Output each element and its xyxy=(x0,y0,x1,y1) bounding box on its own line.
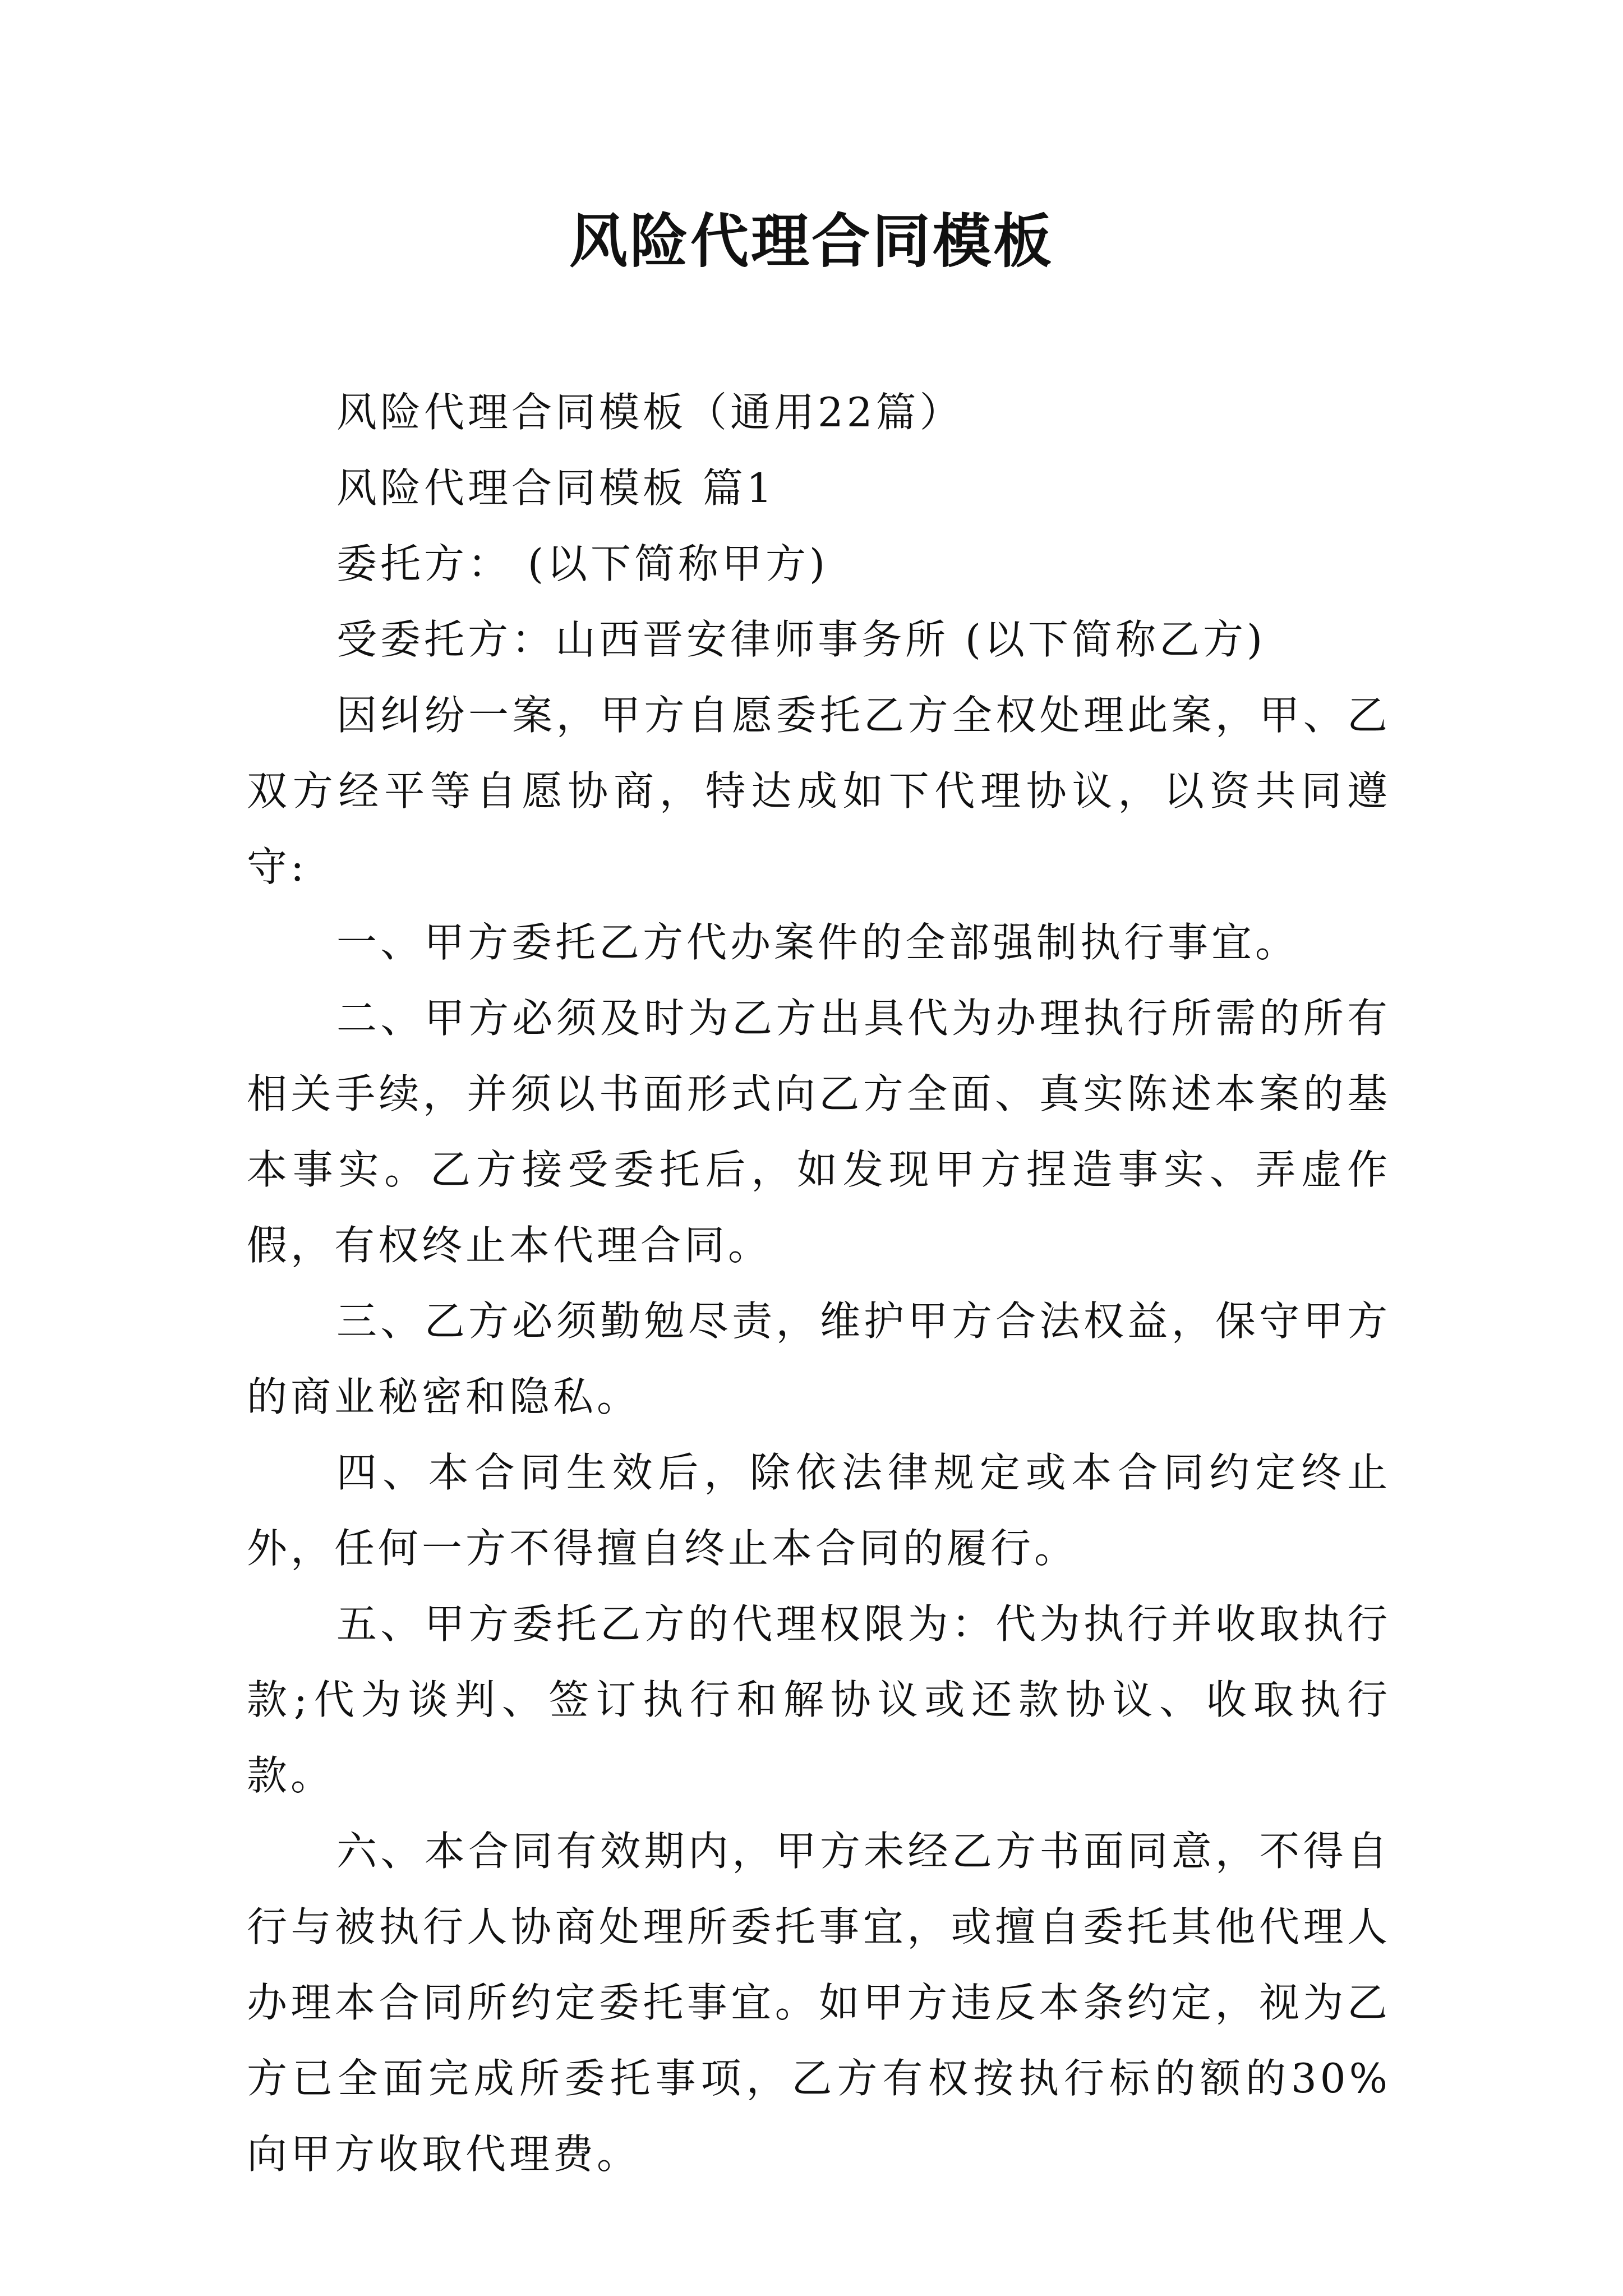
paragraph-clause-5: 五、甲方委托乙方的代理权限为：代为执行并收取执行款;代为谈判、签订执行和解协议或还款协议、收取执行款。 xyxy=(247,1600,1391,1799)
paragraph-preamble: 因纠纷一案，甲方自愿委托乙方全权处理此案，甲、乙双方经平等自愿协商，特达成如下代理协议，以资共同遵守: xyxy=(247,692,1391,890)
paragraph-clause-3: 三、乙方必须勤勉尽责，维护甲方合法权益，保守甲方的商业秘密和隐私。 xyxy=(247,1297,1391,1420)
paragraph-clause-2: 二、甲方必须及时为乙方出具代为办理执行所需的所有相关手续，并须以书面形式向乙方全面、真实陈述本案的基本事实。乙方接受委托后，如发现甲方捏造事实、弄虚作假，有权终止本代理合同。 xyxy=(247,995,1391,1269)
document-title: 风险代理合同模板 xyxy=(569,206,1054,275)
paragraph-agent: 受委托方：山西晋安律师事务所 (以下简称乙方) xyxy=(336,616,1266,663)
paragraph-clause-6: 六、本合同有效期内，甲方未经乙方书面同意，不得自行与被执行人协商处理所委托事宜，或擅自委托其他代理人办理本合同所约定委托事宜。如甲方违反本条约定，视为乙方已全面完成所委托事项，乙方有权按执行标的额的30%向甲方收取代理费。 xyxy=(247,1828,1391,2178)
paragraph-client: 委托方： (以下简称甲方) xyxy=(336,540,829,587)
document-body xyxy=(247,375,1391,2192)
paragraph-subtitle: 风险代理合同模板（通用22篇） xyxy=(336,389,963,436)
paragraph-clause-4: 四、本合同生效后，除依法律规定或本合同约定终止外，任何一方不得擅自终止本合同的履行。 xyxy=(247,1449,1391,1572)
paragraph-clause-1: 一、甲方委托乙方代办案件的全部强制执行事宜。 xyxy=(336,919,1299,966)
paragraph-section-heading: 风险代理合同模板 篇1 xyxy=(336,464,776,512)
